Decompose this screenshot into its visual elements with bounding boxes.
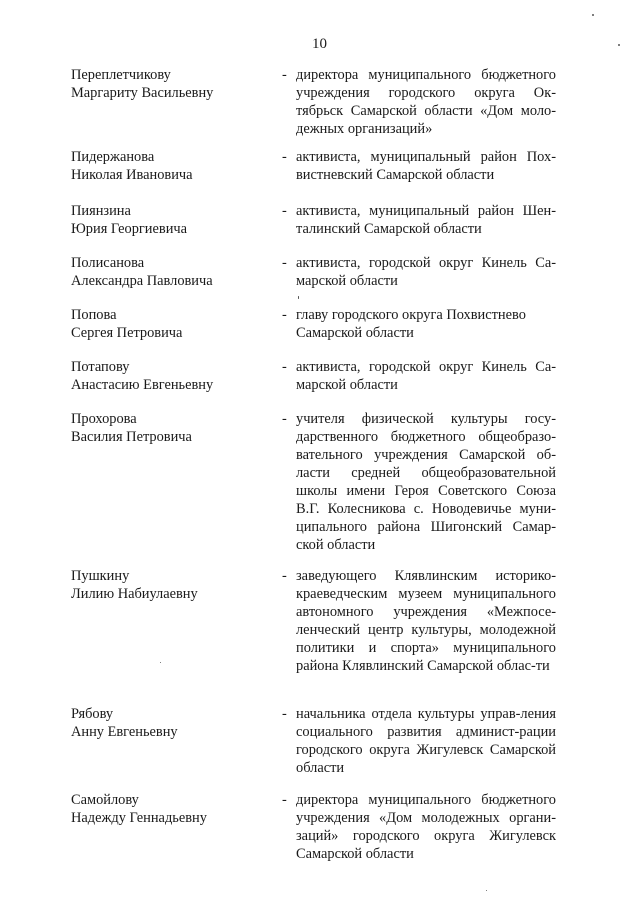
person-name: Переплетчикову Маргариту Васильевну: [71, 67, 214, 101]
person-name: Пиянзина Юрия Георгиевича: [71, 203, 188, 237]
page-number: 10: [312, 36, 327, 52]
person-name: Прохорова Василия Петровича: [71, 411, 192, 445]
entry-dash: -: [282, 411, 287, 427]
scan-speck: [160, 662, 161, 663]
entry-dash: -: [282, 706, 287, 722]
person-description: активиста, городской округ Кинель Са-марской области: [296, 359, 556, 393]
scan-speck: [486, 890, 487, 891]
person-name: Пидержанова Николая Ивановича: [71, 149, 193, 183]
entry-dash: -: [282, 255, 287, 271]
scan-speck: [298, 296, 299, 299]
entry-dash: -: [282, 203, 287, 219]
person-description: учителя физической культуры госу-дарственного бюджетного общеобразо-вательного учреждения Самарской об-ласти средней общеобразовательной школы имени Героя Советского Союза В.Г. Колесникова с. Новодевичье муни-ципального района Шигонский Самар-ской области: [296, 411, 556, 553]
person-description: активиста, муниципальный район Пох-вистневский Самарской области: [296, 149, 556, 183]
person-description: главу городского округа Похвистнево Самарской области: [296, 307, 526, 341]
scan-speck: [618, 44, 620, 46]
entry-dash: -: [282, 67, 287, 83]
person-name: Самойлову Надежду Геннадьевну: [71, 792, 207, 826]
entry-dash: -: [282, 792, 287, 808]
entry-dash: -: [282, 359, 287, 375]
person-description: начальника отдела культуры управ-ления социального развития админист-рации городского округа Жигулевск Самарской области: [296, 706, 556, 776]
entry-dash: -: [282, 307, 287, 323]
person-description: активиста, муниципальный район Шен-талинский Самарской области: [296, 203, 556, 237]
person-name: Попова Сергея Петровича: [71, 307, 183, 341]
scan-speck: [592, 14, 594, 16]
person-description: директора муниципального бюджетного учреждения «Дом молодежных органи-заций» городского округа Жигулевск Самарской области: [296, 792, 556, 862]
person-description: активиста, городской округ Кинель Са-марской области: [296, 255, 556, 289]
person-name: Рябову Анну Евгеньевну: [71, 706, 178, 740]
entry-dash: -: [282, 149, 287, 165]
entry-dash: -: [282, 568, 287, 584]
person-name: Потапову Анастасию Евгеньевну: [71, 359, 214, 393]
person-description: директора муниципального бюджетного учреждения городского округа Ок-тябрьск Самарской области «Дом моло-дежных организаций»: [296, 67, 556, 137]
person-description: заведующего Клявлинским историко-краеведческим музеем муниципального автономного учреждения «Межпосе-ленческий центр культуры, молодежной политики и спорта» муниципального района Клявлинский Самарской облас-ти: [296, 568, 556, 674]
person-name: Пушкину Лилию Набиулаевну: [71, 568, 198, 602]
person-name: Полисанова Александра Павловича: [71, 255, 213, 289]
